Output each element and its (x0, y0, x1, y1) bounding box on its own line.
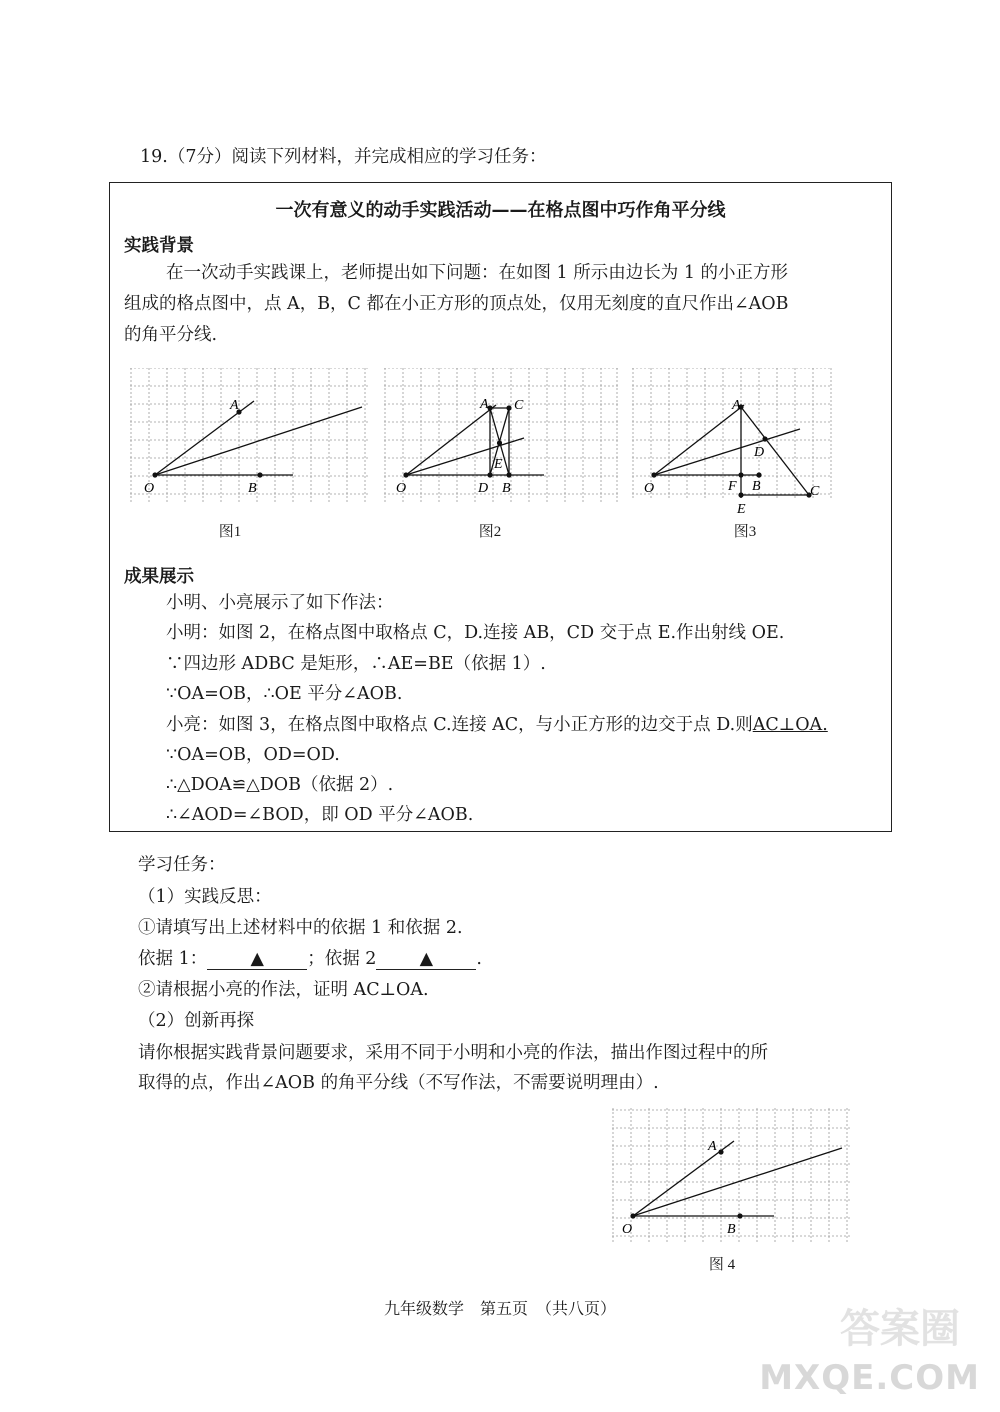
caption-fig1: 图1 (218, 524, 242, 540)
task-part2-line-2: 取得的点，作出∠AOB 的角平分线（不写作法，不需要说明理由）. (138, 1073, 659, 1093)
label-A: A (230, 398, 239, 413)
label-D: D (754, 445, 765, 460)
task-item2: ②请根据小亮的作法，证明 AC⊥OA. (138, 980, 429, 1000)
task-part2: （2）创新再探 (138, 1011, 255, 1031)
label-B: B (752, 479, 761, 494)
question-header: 19.（7分）阅读下列材料，并完成相应的学习任务： (140, 147, 547, 167)
caption-fig4: 图 4 (708, 1257, 736, 1273)
results-heading: 成果展示 (124, 567, 194, 587)
label-B: B (248, 481, 257, 496)
label-O: O (144, 481, 155, 496)
task-part2-line-1: 请你根据实践背景问题要求，采用不同于小明和小亮的作法，描出作图过程中的所 (138, 1043, 768, 1063)
basis2-mark: ▲ (419, 949, 434, 969)
caption-fig2: 图2 (478, 524, 502, 540)
task-item1: ①请填写出上述材料中的依据 1 和依据 2. (138, 918, 463, 938)
figure-1 (130, 368, 370, 503)
watermark-url: MXQE.COM (759, 1358, 980, 1398)
figure-3 (632, 368, 832, 518)
page-footer: 九年级数学 第五页 （共八页） (383, 1299, 616, 1318)
results-line-7: ∴△DOA≌△DOB（依据 2）. (166, 775, 394, 795)
label-E: E (494, 457, 503, 472)
basis1-answer-blank[interactable] (207, 949, 307, 970)
label-C: C (514, 398, 524, 413)
results-line-4: ∵OA=OB，∴OE 平分∠AOB. (166, 684, 403, 704)
label-F: F (728, 479, 737, 494)
label-B: B (727, 1222, 736, 1237)
figure-2 (384, 368, 619, 503)
label-A: A (480, 397, 489, 412)
background-heading: 实践背景 (124, 236, 194, 256)
background-line-2: 组成的格点图中，点 A，B，C 都在小正方形的顶点处，仅用无刻度的直尺作出∠AOB (124, 294, 789, 314)
basis1-label: 依据 1： (138, 949, 208, 969)
label-A: A (708, 1139, 717, 1154)
results-line-3: ∵四边形 ADBC 是矩形，∴AE=BE（依据 1）. (166, 654, 546, 674)
watermark-logo: 答案圈 (840, 1306, 960, 1352)
label-C: C (810, 484, 820, 499)
underlined-conclusion: AC⊥OA. (752, 715, 828, 735)
caption-fig3: 图3 (733, 524, 757, 540)
results-line-1: 小明、小亮展示了如下作法： (166, 593, 394, 613)
results-line-2: 小明：如图 2，在格点图中取格点 C，D.连接 AB，CD 交于点 E.作出射线 OE. (166, 623, 785, 643)
basis-end: . (476, 949, 482, 969)
label-O: O (396, 481, 407, 496)
tasks-heading: 学习任务： (138, 855, 226, 875)
basis2-label: ；依据 2 (307, 949, 377, 969)
label-D: D (478, 481, 489, 496)
label-O: O (622, 1222, 633, 1237)
results-line-5 (166, 714, 828, 736)
background-line-1: 在一次动手实践课上，老师提出如下问题：在如图 1 所示由边长为 1 的小正方形 (166, 263, 789, 283)
label-A: A (732, 398, 741, 413)
label-O: O (644, 481, 655, 496)
figure-4 (612, 1108, 852, 1243)
basis1-mark: ▲ (250, 949, 264, 969)
box-title: 一次有意义的动手实践活动——在格点图中巧作角平分线 (275, 200, 726, 221)
background-line-3: 的角平分线. (124, 325, 218, 345)
results-line-6: ∵OA=OB，OD=OD. (166, 745, 340, 765)
task-part1: （1）实践反思： (138, 887, 272, 907)
results-line-8: ∴∠AOD=∠BOD，即 OD 平分∠AOB. (166, 805, 474, 825)
label-E: E (737, 502, 746, 517)
basis2-answer-blank[interactable] (376, 949, 476, 970)
results-line-5-text: 小亮：如图 3，在格点图中取格点 C.连接 AC，与小正方形的边交于点 D.则 (166, 715, 753, 735)
label-B: B (502, 481, 511, 496)
basis-line (138, 948, 482, 970)
